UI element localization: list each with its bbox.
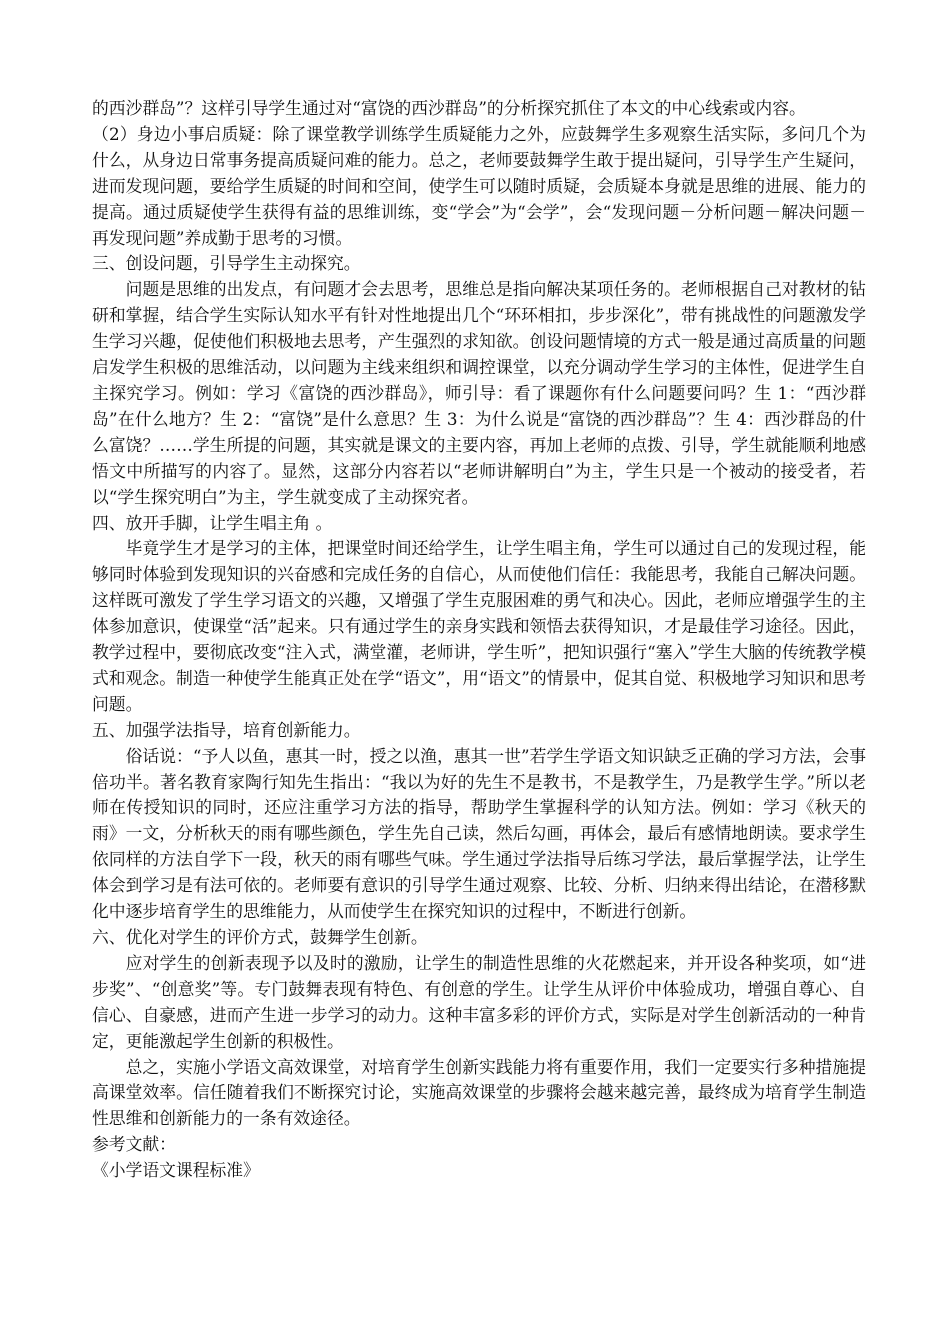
paragraph-continued: 的西沙群岛”？这样引导学生通过对“富饶的西沙群岛”的分析探究抓住了本文的中心线索或内容。 <box>92 98 806 118</box>
section-heading-6: 六、优化对学生的评价方式，鼓舞学生创新。 <box>92 927 428 947</box>
references-title: 参考文献： <box>92 1134 176 1155</box>
section-heading-5: 五、加强学法指导，培育创新能力。 <box>92 719 361 740</box>
section-6-paragraph: 应对学生的创新表现予以及时的激励，让学生的制造性思维的火花燃起来，并开设各种奖项，如“进步奖”、“创意奖”等。专门鼓舞表现有特色、有创意的学生。让学生从评价中体验成功，增强自尊心、自信心、自豪感，进而产生进一步学习的动力。这种丰富多彩的评价方式，实际是对学生创新活动的一种肯定，更能激起学生创新的积极性。 <box>92 952 866 1051</box>
conclusion-paragraph: 总之，实施小学语文高效课堂，对培育学生创新实践能力将有重要作用，我们一定要实行多种措施提高课堂效率。信任随着我们不断探究讨论，实施高效课堂的步骤将会越来越完善，最终成为培育学生制造性思维和创新能力的一条有效途径。 <box>92 1056 866 1129</box>
document-page <box>92 96 866 1184</box>
section-heading-4: 四、放开手脚，让学生唱主角 。 <box>92 512 333 533</box>
list-item-paragraph: （2）身边小事启质疑：除了课堂教学训练学生质疑能力之外，应鼓舞学生多观察生活实际，多问几个为什么，从身边日常事务提高质疑问难的能力。总之，老师要鼓舞学生敢于提出疑问，引导学生产生疑问，进而发现问题，要给学生质疑的时间和空间，使学生可以随时质疑，会质疑本身就是思维的进展、能力的提高。通过质疑使学生获得有益的思维训练，变“学会”为“会学”，会“发现问题－分析问题－解决问题－再发现问题”养成勤于思考的习惯。 <box>92 123 866 248</box>
section-4-paragraph: 毕竟学生才是学习的主体，把课堂时间还给学生，让学生唱主角，学生可以通过自己的发现过程，能够同时体验到发现知识的兴奋感和完成任务的自信心，从而使他们信任：我能思考，我能自己解决问题。这样既可激发了学生学习语文的兴趣，又增强了学生克服困难的勇气和决心。因此，老师应增强学生的主体参加意识，使课堂“活”起来。只有通过学生的亲身实践和领悟去获得知识，才是最佳学习途径。因此，教学过程中，要彻底改变“注入式，满堂灌，老师讲，学生听”，把知识强行“塞入”学生大脑的传统教学模式和观念。制造一种使学生能真正处在学“语文”，用“语文”的情景中，促其自觉、积极地学习知识和思考问题。 <box>92 538 866 714</box>
section-5-paragraph: 俗话说：“予人以鱼，惠其一时，授之以渔，惠其一世”若学生学语文知识缺乏正确的学习方法，会事倍功半。著名教育家陶行知先生指出：“我以为好的先生不是教书，不是教学生，乃是教学生学。”所以老师在传授知识的同时，还应注重学习方法的指导，帮助学生掌握科学的认知方法。例如：学习《秋天的雨》一文，分析秋天的雨有哪些颜色，学生先自己读，然后勾画，再体会，最后有感情地朗读。要求学生依同样的方法自学下一段，秋天的雨有哪些气味。学生通过学法指导后练习学法，最后掌握学法，让学生体会到学习是有法可依的。老师要有意识的引导学生通过观察、比较、分析、归纳来得出结论，在潜移默化中逐步培育学生的思维能力，从而使学生在探究知识的过程中，不断进行创新。 <box>92 745 866 922</box>
section-3-paragraph: 问题是思维的出发点，有问题才会去思考，思维总是指向解决某项任务的。老师根据自己对教材的钻研和掌握，结合学生实际认知水平有针对性地提出几个“环环相扣，步步深化”，带有挑战性的问题激发学生学习兴趣，促使他们积极地去思考，产生强烈的求知欲。创设问题情境的方式一般是通过高质量的问题启发学生积极的思维活动，以问题为主线来组织和调控课堂，以充分调动学生学习的主体性，促进学生自主探究学习。例如：学习《富饶的西沙群岛》，师引导：看了课题你有什么问题要问吗？生 1：“西沙群岛”在什么地方？生 2：“富饶”是什么意思？生 3：为什么说是“富饶的西沙群岛”？生 4：西沙群岛的什么富饶？……学生所提的问题，其实就是课文的主要内容，再加上老师的点拨、引导，学生就能顺利地感悟文中所描写的内容了。显然，这部分内容若以“老师讲解明白”为主，学生只是一个被动的接受者，若以“学生探究明白”为主，学生就变成了主动探究者。 <box>92 279 866 507</box>
section-heading-3: 三、创设问题，引导学生主动探究。 <box>92 253 361 274</box>
reference-item: 《小学语文课程标准》 <box>92 1160 260 1181</box>
